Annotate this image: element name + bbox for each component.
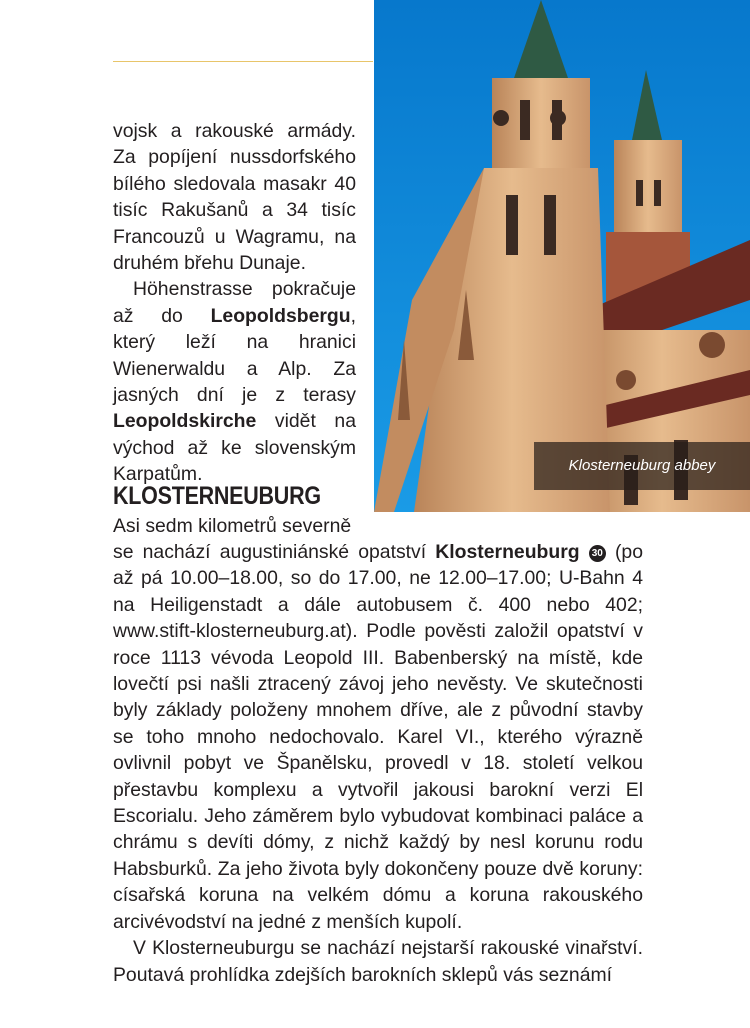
intro-column xyxy=(113,118,356,488)
abbey-photo xyxy=(374,0,750,512)
section-intro: Asi sedm kilometrů severně xyxy=(113,515,352,537)
top-rule xyxy=(113,61,373,62)
text-run: Höhenstrasse pokračuje až do xyxy=(113,278,356,327)
paragraph: vojsk a rakouské armády. Za popíjení nussdorfského bílého sledovala masakr 40 tisíc Rakušanů a 34 tisíc Francouzů u Wagramu, na druhém břehu Dunaje. xyxy=(113,120,356,275)
section-body xyxy=(113,539,643,988)
place-name: Leopoldskirche xyxy=(113,410,257,433)
section-heading: KLOSTERNEUBURG xyxy=(113,482,321,510)
text-run: se nachází augustiniánské opatství xyxy=(113,541,436,563)
map-reference-badge: 30 xyxy=(589,545,606,562)
abbey-illustration xyxy=(374,0,750,512)
photo-caption: Klosterneuburg abbey xyxy=(534,442,750,490)
text-run: , který leží na hranici Wienerwaldu a Alp. Za jasných dní je z terasy xyxy=(113,304,356,407)
paragraph xyxy=(113,539,643,935)
place-name: Klosterneuburg xyxy=(435,541,580,563)
place-name: Leopoldsbergu xyxy=(210,304,351,327)
paragraph: V Klosterneuburgu se nachází nejstarší rakouské vinařství. Poutavá prohlídka zdejších barokních sklepů vás seznámí xyxy=(113,937,643,986)
paragraph xyxy=(113,276,356,487)
text-run: (po až pá 10.00–18.00, so do 17.00, ne 12.00–17.00; U-Bahn 4 na Heiligenstadt a dále autobusem č. 400 nebo 402; www.stift-klosterneuburg.at). Podle pověsti založil opatství v roce 1113 vévoda Leopold III. Babenberský na místě, kde lovečtí psi našli ztracený závoj jeho nevěsty. Ve skutečnosti byly základy položeny mnohem dříve, ale z původní stavby se toho mnoho nedochovalo. Karel VI., kterého výrazně ovlivnil pobyt ve Španělsku, provedl v 18. století velkou přestavbu komplexu a vytvořil jakousi barokní verzi El Escorialu. Jeho záměrem bylo vybudovat kombinaci paláce a chrámu s devíti dómy, z nichž každý by nesl korunu rodu Habsburků. Za jeho života byly dokončeny pouze dvě koruny: císařská koruna na velkém dómu a koruna rakouského arcivévodství na jedné z menších kupolí. xyxy=(113,541,643,933)
text-run: vidět na východ až ke slovenským Karpatům. xyxy=(113,410,356,486)
